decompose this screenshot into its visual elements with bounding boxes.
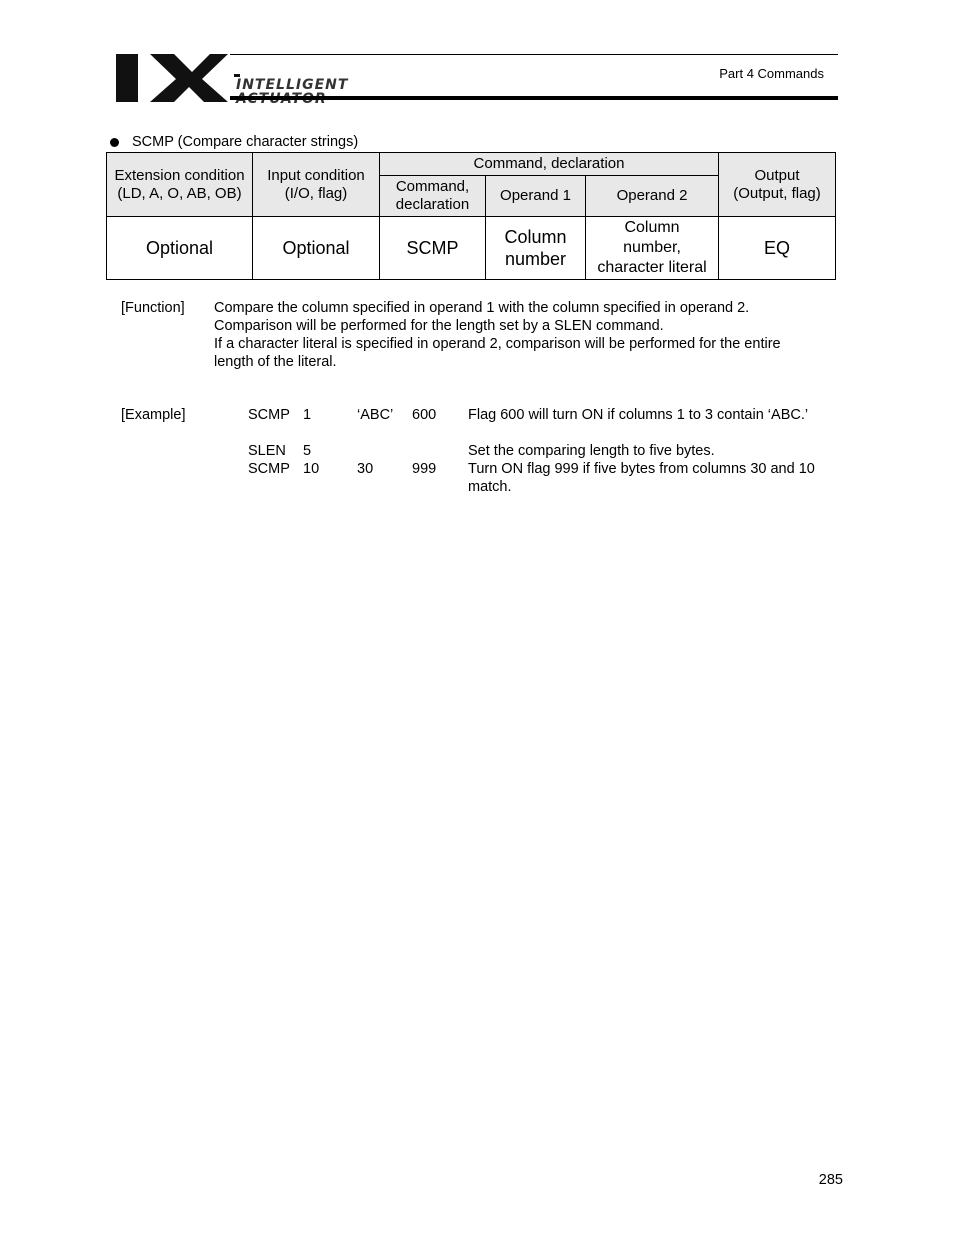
example-cmd: SCMP: [248, 407, 290, 423]
header-line: Command,: [395, 178, 470, 195]
function-label: [Function]: [121, 300, 185, 316]
cell-line: Column: [624, 219, 680, 236]
cell-operand-1: [486, 217, 586, 280]
header-line: (Output, flag): [733, 184, 821, 202]
command-spec-table: [106, 152, 836, 280]
cell-output: EQ: [719, 217, 836, 280]
header-output: [719, 153, 836, 217]
section-title: [110, 134, 358, 150]
header-command-group: Command, declaration: [380, 153, 719, 176]
example-cmd: SCMP: [248, 461, 290, 477]
function-line: Compare the column specified in operand 1 with the column specified in operand 2.: [214, 300, 750, 316]
example-comment-continuation: match.: [468, 479, 512, 495]
header-line: (I/O, flag): [284, 184, 348, 202]
example-op2: ‘ABC’: [357, 407, 394, 423]
svg-text:INTELLIGENT: INTELLIGENT: [236, 77, 349, 93]
example-op1: 1: [303, 407, 312, 423]
header-extension-condition: [107, 153, 253, 217]
header-line: declaration: [395, 196, 470, 213]
header-command: [380, 176, 486, 217]
header-line: (LD, A, O, AB, OB): [117, 184, 242, 202]
header-input-condition: [253, 153, 380, 217]
cell-line: Column: [504, 227, 567, 247]
header-operand-1: Operand 1: [486, 176, 586, 217]
function-line: Comparison will be performed for the length set by a SLEN command.: [214, 318, 664, 334]
example-label: [Example]: [121, 407, 186, 423]
bullet-icon: [110, 138, 119, 147]
cell-line: number,: [623, 239, 681, 256]
header-line: Extension condition: [114, 166, 245, 184]
example-op1: 5: [303, 443, 312, 459]
section-title-text: SCMP (Compare character strings): [132, 134, 359, 150]
header-operand-2: Operand 2: [586, 176, 719, 217]
cell-command: SCMP: [380, 217, 486, 280]
example-out: 600: [412, 407, 437, 423]
header-rule-thin: [230, 54, 838, 55]
example-comment: Set the comparing length to five bytes.: [468, 443, 715, 459]
header-line: Output: [754, 166, 800, 184]
cell-extension-condition: Optional: [107, 217, 253, 280]
page-number: 285: [818, 1172, 843, 1188]
cell-line: character literal: [597, 259, 707, 276]
part-label: Part 4 Commands: [719, 66, 824, 81]
function-line: If a character literal is specified in operand 2, comparison will be performed for the entire: [214, 336, 781, 352]
cell-line: number: [504, 249, 567, 269]
cell-operand-2: [586, 217, 719, 280]
example-cmd: SLEN: [248, 443, 286, 459]
example-out: 999: [412, 461, 437, 477]
cell-input-condition: Optional: [253, 217, 380, 280]
example-comment: Flag 600 will turn ON if columns 1 to 3 contain ‘ABC.’: [468, 407, 809, 423]
header-rule-thick: [230, 96, 838, 100]
example-op1: 10: [303, 461, 320, 477]
header-line: Input condition: [267, 166, 365, 184]
example-comment: Turn ON flag 999 if five bytes from columns 30 and 10: [468, 461, 815, 477]
example-op2: 30: [357, 461, 374, 477]
function-line: length of the literal.: [214, 354, 337, 370]
